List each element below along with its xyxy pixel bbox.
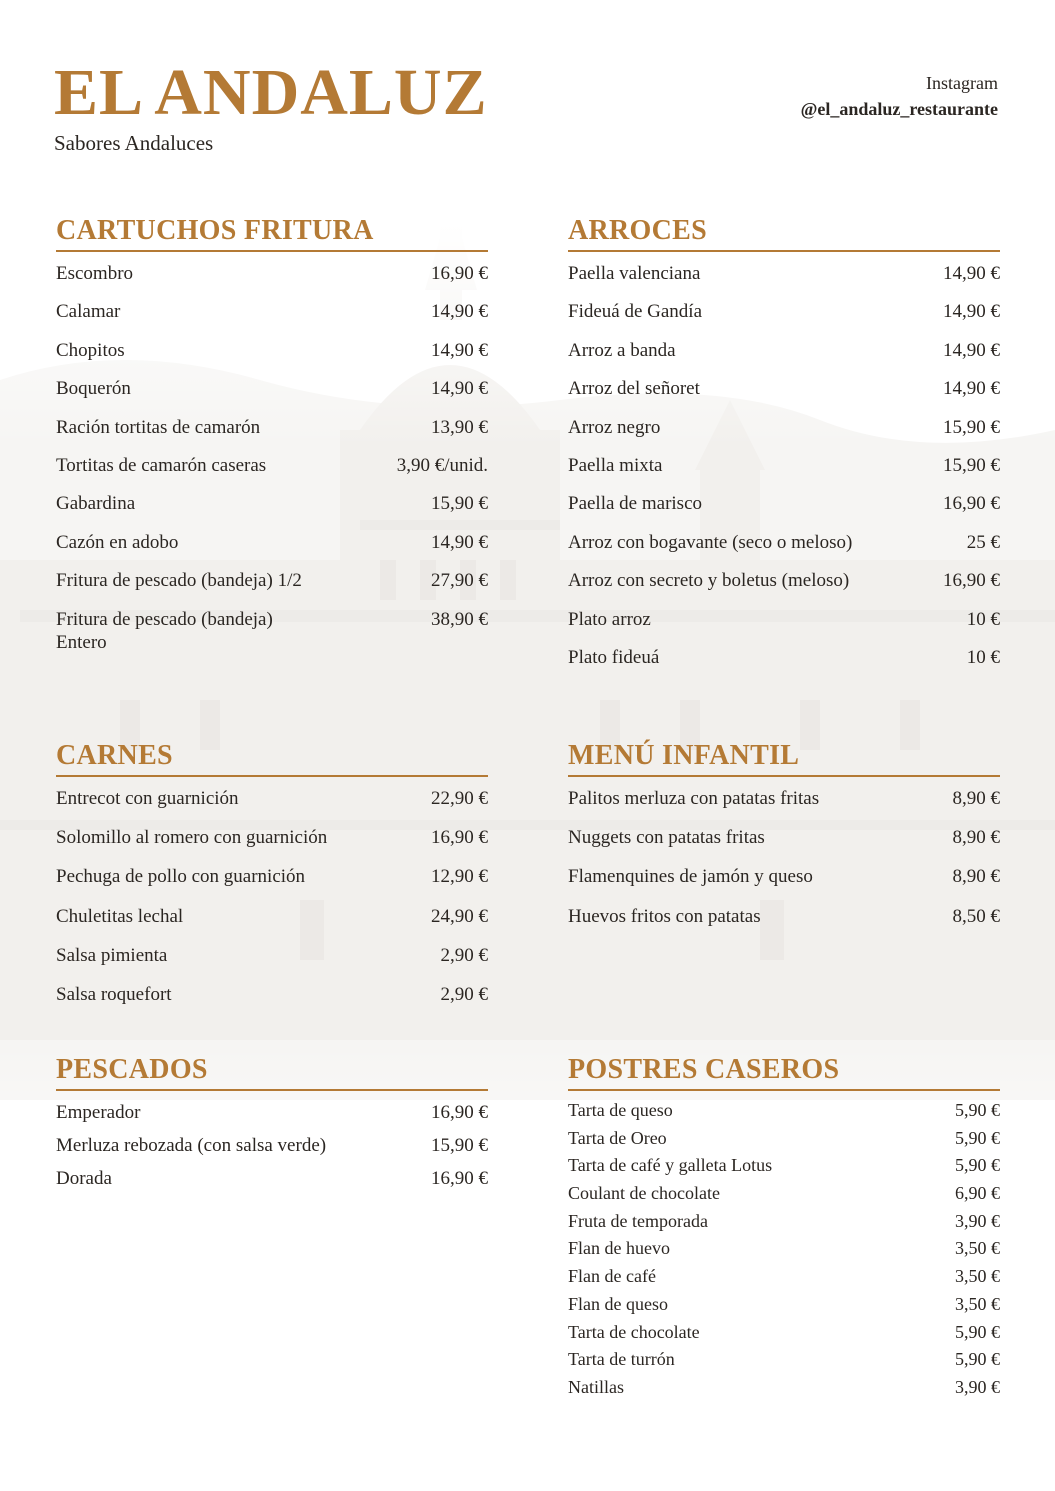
item-price: 5,90 € [955, 1127, 1000, 1148]
item-name: Paella mixta [568, 454, 663, 476]
item-price: 14,90 € [943, 378, 1000, 400]
menu-item [568, 1182, 1000, 1210]
menu-item [568, 262, 1000, 300]
menu-item [568, 492, 1000, 530]
menu-list [568, 262, 1000, 684]
instagram-block [801, 70, 998, 122]
instagram-handle[interactable]: @el_andaluz_restaurante [800, 99, 998, 119]
menu-item [56, 944, 488, 983]
item-price: 8,90 € [952, 866, 1000, 888]
section-title: MENÚ INFANTIL [568, 737, 1000, 777]
section-arroces [568, 212, 1000, 684]
item-name: Flan de huevo [568, 1238, 670, 1259]
menu-list [568, 1099, 1000, 1404]
item-name: Gabardina [56, 493, 136, 515]
restaurant-title: EL ANDALUZ [54, 56, 488, 129]
item-price: 14,90 € [431, 531, 488, 553]
item-name: Flan de café [568, 1266, 656, 1287]
menu-item [56, 865, 488, 904]
item-name: Flamenquines de jamón y queso [568, 866, 813, 888]
menu-list [56, 262, 488, 654]
item-price: 2,90 € [440, 944, 488, 966]
item-price: 16,90 € [431, 1168, 488, 1189]
item-name: Dorada [56, 1168, 112, 1189]
item-price: 3,50 € [955, 1266, 1000, 1287]
section-title: ARROCES [568, 212, 1000, 252]
item-name: Cazón en adobo [56, 531, 179, 553]
item-price: 14,90 € [431, 301, 488, 323]
item-name: Tarta de chocolate [568, 1321, 700, 1342]
menu-item [568, 531, 1000, 569]
item-name: Tarta de turrón [568, 1349, 675, 1370]
item-name: Emperador [56, 1102, 141, 1123]
menu-item [568, 646, 1000, 684]
menu-item [568, 416, 1000, 454]
menu-item [56, 608, 488, 654]
item-name: Plato fideuá [568, 646, 660, 668]
item-price: 16,90 € [943, 570, 1000, 592]
item-name: Arroz negro [568, 416, 661, 438]
menu-item [56, 826, 488, 865]
menu-item [568, 300, 1000, 338]
instagram-label: Instagram [926, 73, 998, 93]
item-price: 15,90 € [943, 454, 1000, 476]
menu-item [568, 1099, 1000, 1127]
menu-item [568, 1293, 1000, 1321]
menu-item [568, 905, 1000, 944]
menu-item [568, 454, 1000, 492]
item-name: Arroz a banda [568, 339, 676, 361]
item-name: Tarta de café y galleta Lotus [568, 1155, 773, 1176]
item-price: 5,90 € [955, 1349, 1000, 1370]
menu-item [568, 1321, 1000, 1349]
restaurant-subtitle: Sabores Andaluces [54, 131, 214, 155]
menu-item [56, 339, 488, 377]
item-name: Chuletitas lechal [56, 905, 184, 927]
menu-item [568, 787, 1000, 826]
item-name: Arroz con secreto y boletus (meloso) [568, 570, 850, 592]
menu-item [568, 339, 1000, 377]
menu-item [568, 826, 1000, 865]
section-title: CARTUCHOS FRITURA [56, 212, 488, 252]
item-name: Merluza rebozada (con salsa verde) [56, 1135, 327, 1156]
menu-item [56, 1101, 488, 1134]
item-price: 5,90 € [955, 1100, 1000, 1120]
menu-item [56, 905, 488, 944]
item-name: Calamar [56, 301, 121, 323]
menu-item [568, 377, 1000, 415]
item-name: Escombro [56, 263, 134, 284]
item-name: Boquerón [56, 378, 131, 400]
section-pescados [56, 1051, 488, 1200]
item-price: 8,50 € [952, 905, 1000, 927]
item-price: 14,90 € [431, 378, 488, 400]
item-price: 10 € [966, 646, 1000, 668]
menu-item [568, 1127, 1000, 1155]
section-carnes [56, 737, 488, 1022]
item-price: 16,90 € [431, 1102, 488, 1123]
item-name: Tortitas de camarón caseras [56, 454, 267, 476]
menu-item [568, 608, 1000, 646]
menu-item [56, 416, 488, 454]
item-price: 15,90 € [943, 416, 1000, 438]
item-name: Chopitos [56, 339, 125, 361]
menu-item [56, 531, 488, 569]
item-price: 14,90 € [943, 339, 1000, 361]
item-price: 3,50 € [955, 1238, 1000, 1259]
item-name: Tarta de Oreo [568, 1127, 667, 1148]
item-name: Tarta de queso [568, 1100, 673, 1120]
section-cartuchos-fritura [56, 212, 488, 654]
item-name: Arroz del señoret [568, 378, 700, 400]
item-name: Arroz con bogavante (seco o meloso) [568, 531, 853, 553]
menu-item [56, 262, 488, 300]
item-price: 27,90 € [431, 570, 488, 592]
menu-item [568, 1237, 1000, 1265]
item-price: 12,90 € [431, 866, 488, 888]
item-price: 3,50 € [955, 1293, 1000, 1314]
menu-list [568, 787, 1000, 944]
item-price: 25 € [966, 531, 1000, 553]
item-price: 22,90 € [431, 788, 488, 809]
menu-item [56, 300, 488, 338]
item-name: Pechuga de pollo con guarnición [56, 866, 306, 888]
section-title: PESCADOS [56, 1051, 488, 1091]
item-name: Paella de marisco [568, 493, 703, 515]
section-postres-caseros [568, 1051, 1000, 1404]
item-name: Huevos fritos con patatas [568, 905, 761, 927]
menu-item [568, 865, 1000, 904]
item-name: Ración tortitas de camarón [56, 416, 261, 438]
item-price: 15,90 € [431, 493, 488, 515]
menu-item [568, 1348, 1000, 1376]
item-price: 3,90 € [955, 1376, 1000, 1397]
item-name: Fideuá de Gandía [568, 301, 703, 323]
menu-item [568, 1154, 1000, 1182]
item-name: Nuggets con patatas fritas [568, 827, 765, 849]
item-price: 24,90 € [431, 905, 488, 927]
menu-list [56, 1101, 488, 1200]
item-price: 5,90 € [955, 1321, 1000, 1342]
item-name: Fritura de pescado (bandeja) 1/2 [56, 570, 302, 592]
menu-list [56, 787, 488, 1022]
section-title: POSTRES CASEROS [568, 1051, 1000, 1091]
menu-item [56, 983, 488, 1022]
item-price: 38,90 € [431, 608, 488, 630]
section-menu-infantil [568, 737, 1000, 944]
menu-item [56, 569, 488, 607]
item-price: 14,90 € [943, 263, 1000, 284]
item-price: 6,90 € [955, 1183, 1000, 1204]
item-name: Solomillo al romero con guarnición [56, 827, 328, 849]
item-price: 15,90 € [431, 1135, 488, 1156]
menu-item [568, 1265, 1000, 1293]
menu-item [56, 1134, 488, 1167]
menu-item [568, 1376, 1000, 1404]
menu-item [568, 569, 1000, 607]
item-name: Fritura de pescado (bandeja) Entero [56, 608, 273, 653]
item-price: 16,90 € [431, 263, 488, 284]
menu-item [568, 1210, 1000, 1238]
item-name: Entrecot con guarnición [56, 788, 239, 809]
section-title: CARNES [56, 737, 488, 777]
item-price: 13,90 € [431, 416, 488, 438]
item-price: 16,90 € [943, 493, 1000, 515]
item-name: Fruta de temporada [568, 1210, 708, 1231]
menu-item [56, 1167, 488, 1200]
item-price: 3,90 €/unid. [396, 454, 488, 476]
item-price: 16,90 € [431, 827, 488, 849]
item-price: 14,90 € [431, 339, 488, 361]
item-name: Flan de queso [568, 1293, 668, 1314]
item-name: Coulant de chocolate [568, 1183, 720, 1204]
item-name: Salsa pimienta [56, 944, 168, 966]
item-price: 5,90 € [955, 1155, 1000, 1176]
menu-item [56, 492, 488, 530]
menu-item [56, 787, 488, 826]
item-name: Natillas [568, 1376, 624, 1397]
item-price: 14,90 € [943, 301, 1000, 323]
menu-item [56, 377, 488, 415]
item-price: 2,90 € [440, 983, 488, 1005]
menu-item [56, 454, 488, 492]
item-name: Salsa roquefort [56, 983, 172, 1005]
item-price: 8,90 € [952, 827, 1000, 849]
item-name: Paella valenciana [568, 263, 701, 284]
item-name: Palitos merluza con patatas fritas [568, 788, 820, 809]
item-price: 8,90 € [952, 788, 1000, 809]
item-price: 3,90 € [955, 1210, 1000, 1231]
item-price: 10 € [966, 608, 1000, 630]
item-name: Plato arroz [568, 608, 651, 630]
